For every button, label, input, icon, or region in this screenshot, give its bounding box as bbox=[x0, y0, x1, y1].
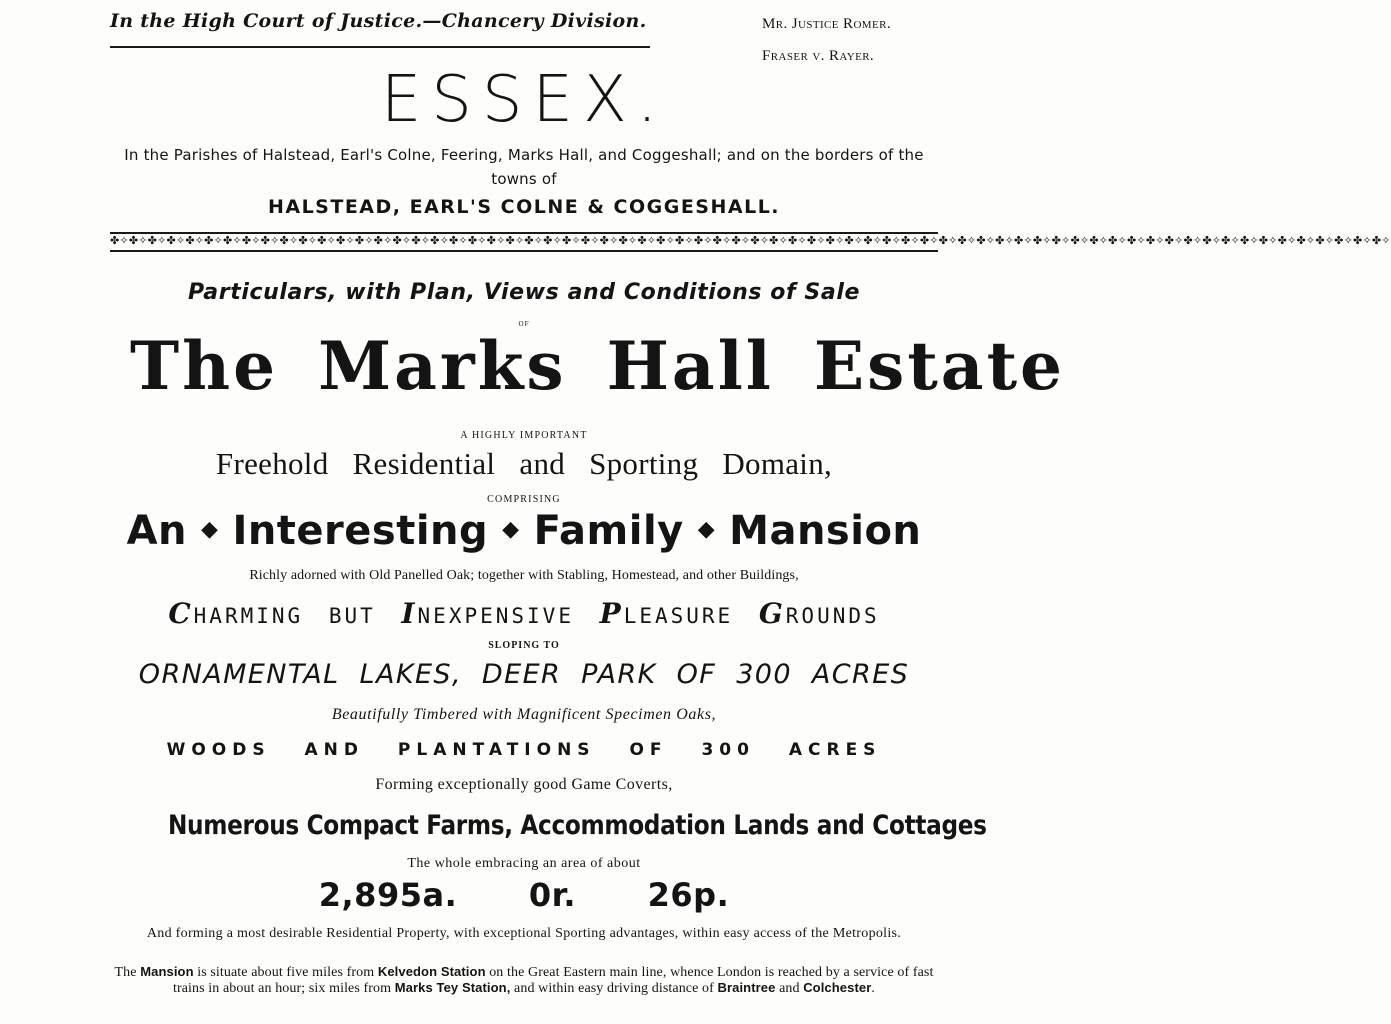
mansion-word: Mansion bbox=[729, 508, 922, 554]
freehold-line: Freehold Residential and Sporting Domain, bbox=[215, 446, 833, 481]
diamond-ornament-icon: ◆ bbox=[697, 517, 716, 542]
location-emphasis: Kelvedon Station bbox=[377, 964, 486, 979]
initial-capital: C bbox=[168, 597, 194, 630]
location-emphasis: Marks Tey Station, bbox=[394, 980, 511, 995]
towns-line: HALSTEAD, EARL'S COLNE & COGGESHALL. bbox=[267, 196, 781, 218]
timbered-line: Beautifully Timbered with Magnificent Specimen Oaks, bbox=[331, 706, 717, 723]
diamond-ornament-icon: ◆ bbox=[502, 517, 520, 542]
area-figure: 2,895a. 0r. 26p. bbox=[318, 876, 730, 914]
pleasure-grounds-line bbox=[110, 597, 938, 630]
location-paragraph bbox=[110, 964, 938, 996]
estate-title-word: The bbox=[130, 327, 279, 405]
desirable-paragraph: And forming a most desirable Residential Property, with exceptional Sporting advantages, within easy access of the Metropolis. bbox=[146, 926, 902, 941]
initial-capital: P bbox=[599, 597, 624, 630]
location-text: . bbox=[871, 981, 875, 996]
location-emphasis: Braintree bbox=[717, 980, 776, 995]
mansion-word: Family bbox=[533, 508, 684, 554]
richly-line: Richly adorned with Old Panelled Oak; together with Stabling, Homestead, and other Buildings, bbox=[249, 568, 799, 583]
court-heading-underline bbox=[110, 46, 650, 48]
judge-name: Mr. Justice Romer. bbox=[762, 16, 891, 32]
sloping-label: SLOPING TO bbox=[488, 640, 560, 651]
comprising-label: COMPRISING bbox=[487, 494, 561, 505]
location-text: The bbox=[114, 965, 141, 980]
ornamental-divider: ✤✧✤✧✤✧✤✧✤✧✤✧✤✧✤✧✤✧✤✧✤✧✤✧✤✧✤✧✤✧✤✧✤✧✤✧✤✧✤✧✤✧✤✧✤✧✤✧✤✧✤✧✤✧✤✧✤✧✤✧✤✧✤✧✤✧✤✧✤✧✤✧✤✧✤✧✤✧✤✧✤✧✤✧✤✧✤✧✤✧✤✧✤✧✤✧✤✧✤✧✤✧✤✧✤✧✤✧✤✧✤✧✤✧✤✧✤✧✤✧✤✧✤✧✤✧✤✧✤✧✤✧✤✧✤✧ bbox=[110, 234, 1391, 247]
woods-line: WOODS AND PLANTATIONS OF 300 ACRES bbox=[166, 740, 882, 760]
initial-capital: G bbox=[758, 597, 786, 630]
estate-title-word: Estate bbox=[813, 327, 1066, 405]
court-heading: In the High Court of Justice.—Chancery Division. bbox=[110, 10, 647, 32]
estate-title-word: Hall bbox=[606, 327, 774, 405]
county-title: ESSEX. bbox=[380, 63, 668, 137]
coverts-line: Forming exceptionally good Game Coverts, bbox=[375, 776, 673, 793]
of-connector: OF bbox=[518, 320, 530, 328]
mansion-word: Interesting bbox=[232, 508, 489, 554]
mansion-heading bbox=[110, 508, 938, 554]
particulars-heading: Particulars, with Plan, Views and Conditions of Sale bbox=[187, 280, 860, 305]
parishes-text: In the Parishes of Halstead, Earl's Colne, Feering, Marks Hall, and Coggeshall; and on the borders of the towns of bbox=[124, 146, 924, 188]
location-text: is situate about five miles from bbox=[193, 965, 378, 980]
initial-capital: I bbox=[401, 597, 418, 630]
grounds-word: BUT bbox=[328, 604, 376, 628]
document-page bbox=[110, 0, 1391, 1024]
location-emphasis: Mansion bbox=[140, 964, 194, 979]
location-text: and bbox=[775, 981, 804, 996]
estate-title-word: Marks bbox=[318, 327, 567, 405]
grounds-word-rest: ROUNDS bbox=[785, 604, 880, 628]
lakes-line: ORNAMENTAL LAKES, DEER PARK OF 300 ACRES bbox=[138, 659, 910, 690]
grounds-word-rest: HARMING bbox=[193, 604, 304, 628]
case-name: Fraser v. Rayer. bbox=[762, 48, 875, 64]
farms-line: Numerous Compact Farms, Accommodation Lands and Cottages bbox=[167, 810, 987, 841]
location-emphasis: Colchester bbox=[803, 980, 872, 995]
embracing-line: The whole embracing an area of about bbox=[407, 856, 641, 871]
mansion-word: An bbox=[126, 508, 188, 554]
grounds-word-rest: NEXPENSIVE bbox=[417, 604, 574, 628]
divider-rule-bottom bbox=[110, 250, 938, 252]
diamond-ornament-icon: ◆ bbox=[201, 517, 219, 542]
highly-important-label: A HIGHLY IMPORTANT bbox=[460, 430, 588, 441]
location-text: and within easy driving distance of bbox=[510, 981, 718, 996]
grounds-word-rest: LEASURE bbox=[623, 604, 734, 628]
estate-title bbox=[110, 325, 1066, 407]
location-text: on the Great Eastern main line, whence London is reached by a service of fast trains in about an hour; six miles from bbox=[172, 965, 934, 996]
